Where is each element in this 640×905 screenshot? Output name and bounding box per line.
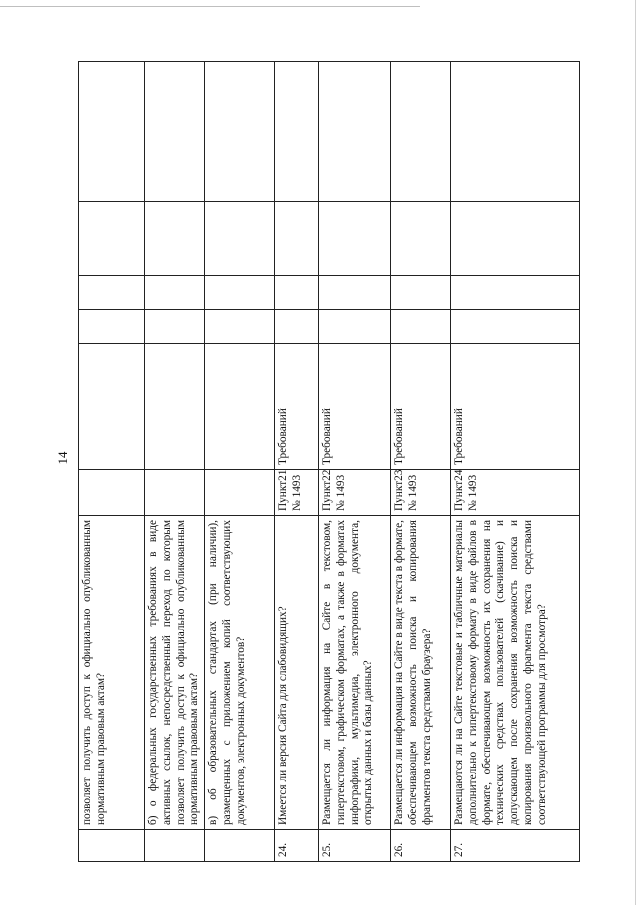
answer-cell-yes — [319, 310, 391, 344]
answer-cell-na — [319, 202, 391, 276]
answer-cell-no — [79, 276, 145, 310]
requirements-cell: Требований — [451, 344, 580, 470]
table-row — [145, 62, 205, 862]
legal-point-cell: Пункт 23 № 1493 — [391, 470, 451, 516]
page-number: 14 — [55, 451, 70, 465]
checklist-table — [78, 61, 580, 862]
question-cell: Размещается ли информация на Сайте в текстовом, гипертекстовом, графическом форматах, а также в форматах инфографики, мультимедиа, электронного документа, открытых данных и базы данных? — [319, 516, 391, 830]
row-number-cell — [145, 830, 205, 862]
legal-point-cell — [205, 470, 275, 516]
answer-cell-yes — [275, 310, 319, 344]
row-number-cell: 24. — [275, 830, 319, 862]
row-number-cell — [79, 830, 145, 862]
question-cell: Имеется ли версия Сайта для слабовидящих? — [275, 516, 319, 830]
comment-cell — [451, 62, 580, 202]
requirements-cell — [79, 344, 145, 470]
comment-cell — [319, 62, 391, 202]
answer-cell-yes — [391, 310, 451, 344]
question-cell: Размещаются ли на Сайте текстовые и табличные материалы дополнительно к гипертекстовому формату в виде файлов в формате, обеспечивающем возможность их сохранения на технических средствах пользователей (скачивание) и допускающем после сохранения возможность поиска и копирования произвольного фрагмента текста средствами соответствующей программы для просмотра? — [451, 516, 580, 830]
answer-cell-na — [275, 202, 319, 276]
comment-cell — [145, 62, 205, 202]
question-cell: б) о федеральных государственных требованиях в виде активных ссылок, непосредственный переход по которым позволяет получить доступ к официально опубликованным нормативным правовым актам? — [145, 516, 205, 830]
legal-point-cell — [145, 470, 205, 516]
question-cell: в) об образовательных стандартах (при наличии), размещенных с приложением копий соответствующих документов, электронных документов? — [205, 516, 275, 830]
answer-cell-no — [275, 276, 319, 310]
answer-cell-no — [391, 276, 451, 310]
requirements-cell: Требований — [275, 344, 319, 470]
answer-cell-yes — [451, 310, 580, 344]
scan-edge-top — [0, 6, 420, 7]
table-row — [205, 62, 275, 862]
table-row — [451, 62, 580, 862]
answer-cell-na — [451, 202, 580, 276]
row-number-cell — [205, 830, 275, 862]
table-row — [275, 62, 319, 862]
row-number-cell: 25. — [319, 830, 391, 862]
legal-point-cell: Пункт 22 № 1493 — [319, 470, 391, 516]
answer-cell-no — [451, 276, 580, 310]
answer-cell-yes — [145, 310, 205, 344]
legal-point-cell: Пункт 21 № 1493 — [275, 470, 319, 516]
table-row — [319, 62, 391, 862]
legal-point-cell: Пункт 24 № 1493 — [451, 470, 580, 516]
requirements-cell: Требований — [391, 344, 451, 470]
question-cell: Размещается ли информация на Сайте в виде текста в формате, обеспечивающем возможность поиска и копирования фрагментов текста средствами браузера? — [391, 516, 451, 830]
answer-cell-na — [145, 202, 205, 276]
legal-point-cell — [79, 470, 145, 516]
answer-cell-yes — [205, 310, 275, 344]
comment-cell — [205, 62, 275, 202]
answer-cell-no — [205, 276, 275, 310]
scan-edge-right — [635, 0, 636, 905]
answer-cell-no — [145, 276, 205, 310]
question-cell: позволяет получить доступ к официально опубликованным нормативным правовым актам? — [79, 516, 145, 830]
answer-cell-na — [205, 202, 275, 276]
answer-cell-yes — [79, 310, 145, 344]
answer-cell-no — [319, 276, 391, 310]
comment-cell — [79, 62, 145, 202]
comment-cell — [391, 62, 451, 202]
table-row — [391, 62, 451, 862]
requirements-cell — [205, 344, 275, 470]
row-number-cell: 27. — [451, 830, 580, 862]
checklist-table-rotated — [78, 62, 580, 862]
requirements-cell: Требований — [319, 344, 391, 470]
row-number-cell: 26. — [391, 830, 451, 862]
answer-cell-na — [79, 202, 145, 276]
answer-cell-na — [391, 202, 451, 276]
requirements-cell — [145, 344, 205, 470]
comment-cell — [275, 62, 319, 202]
table-row — [79, 62, 145, 862]
